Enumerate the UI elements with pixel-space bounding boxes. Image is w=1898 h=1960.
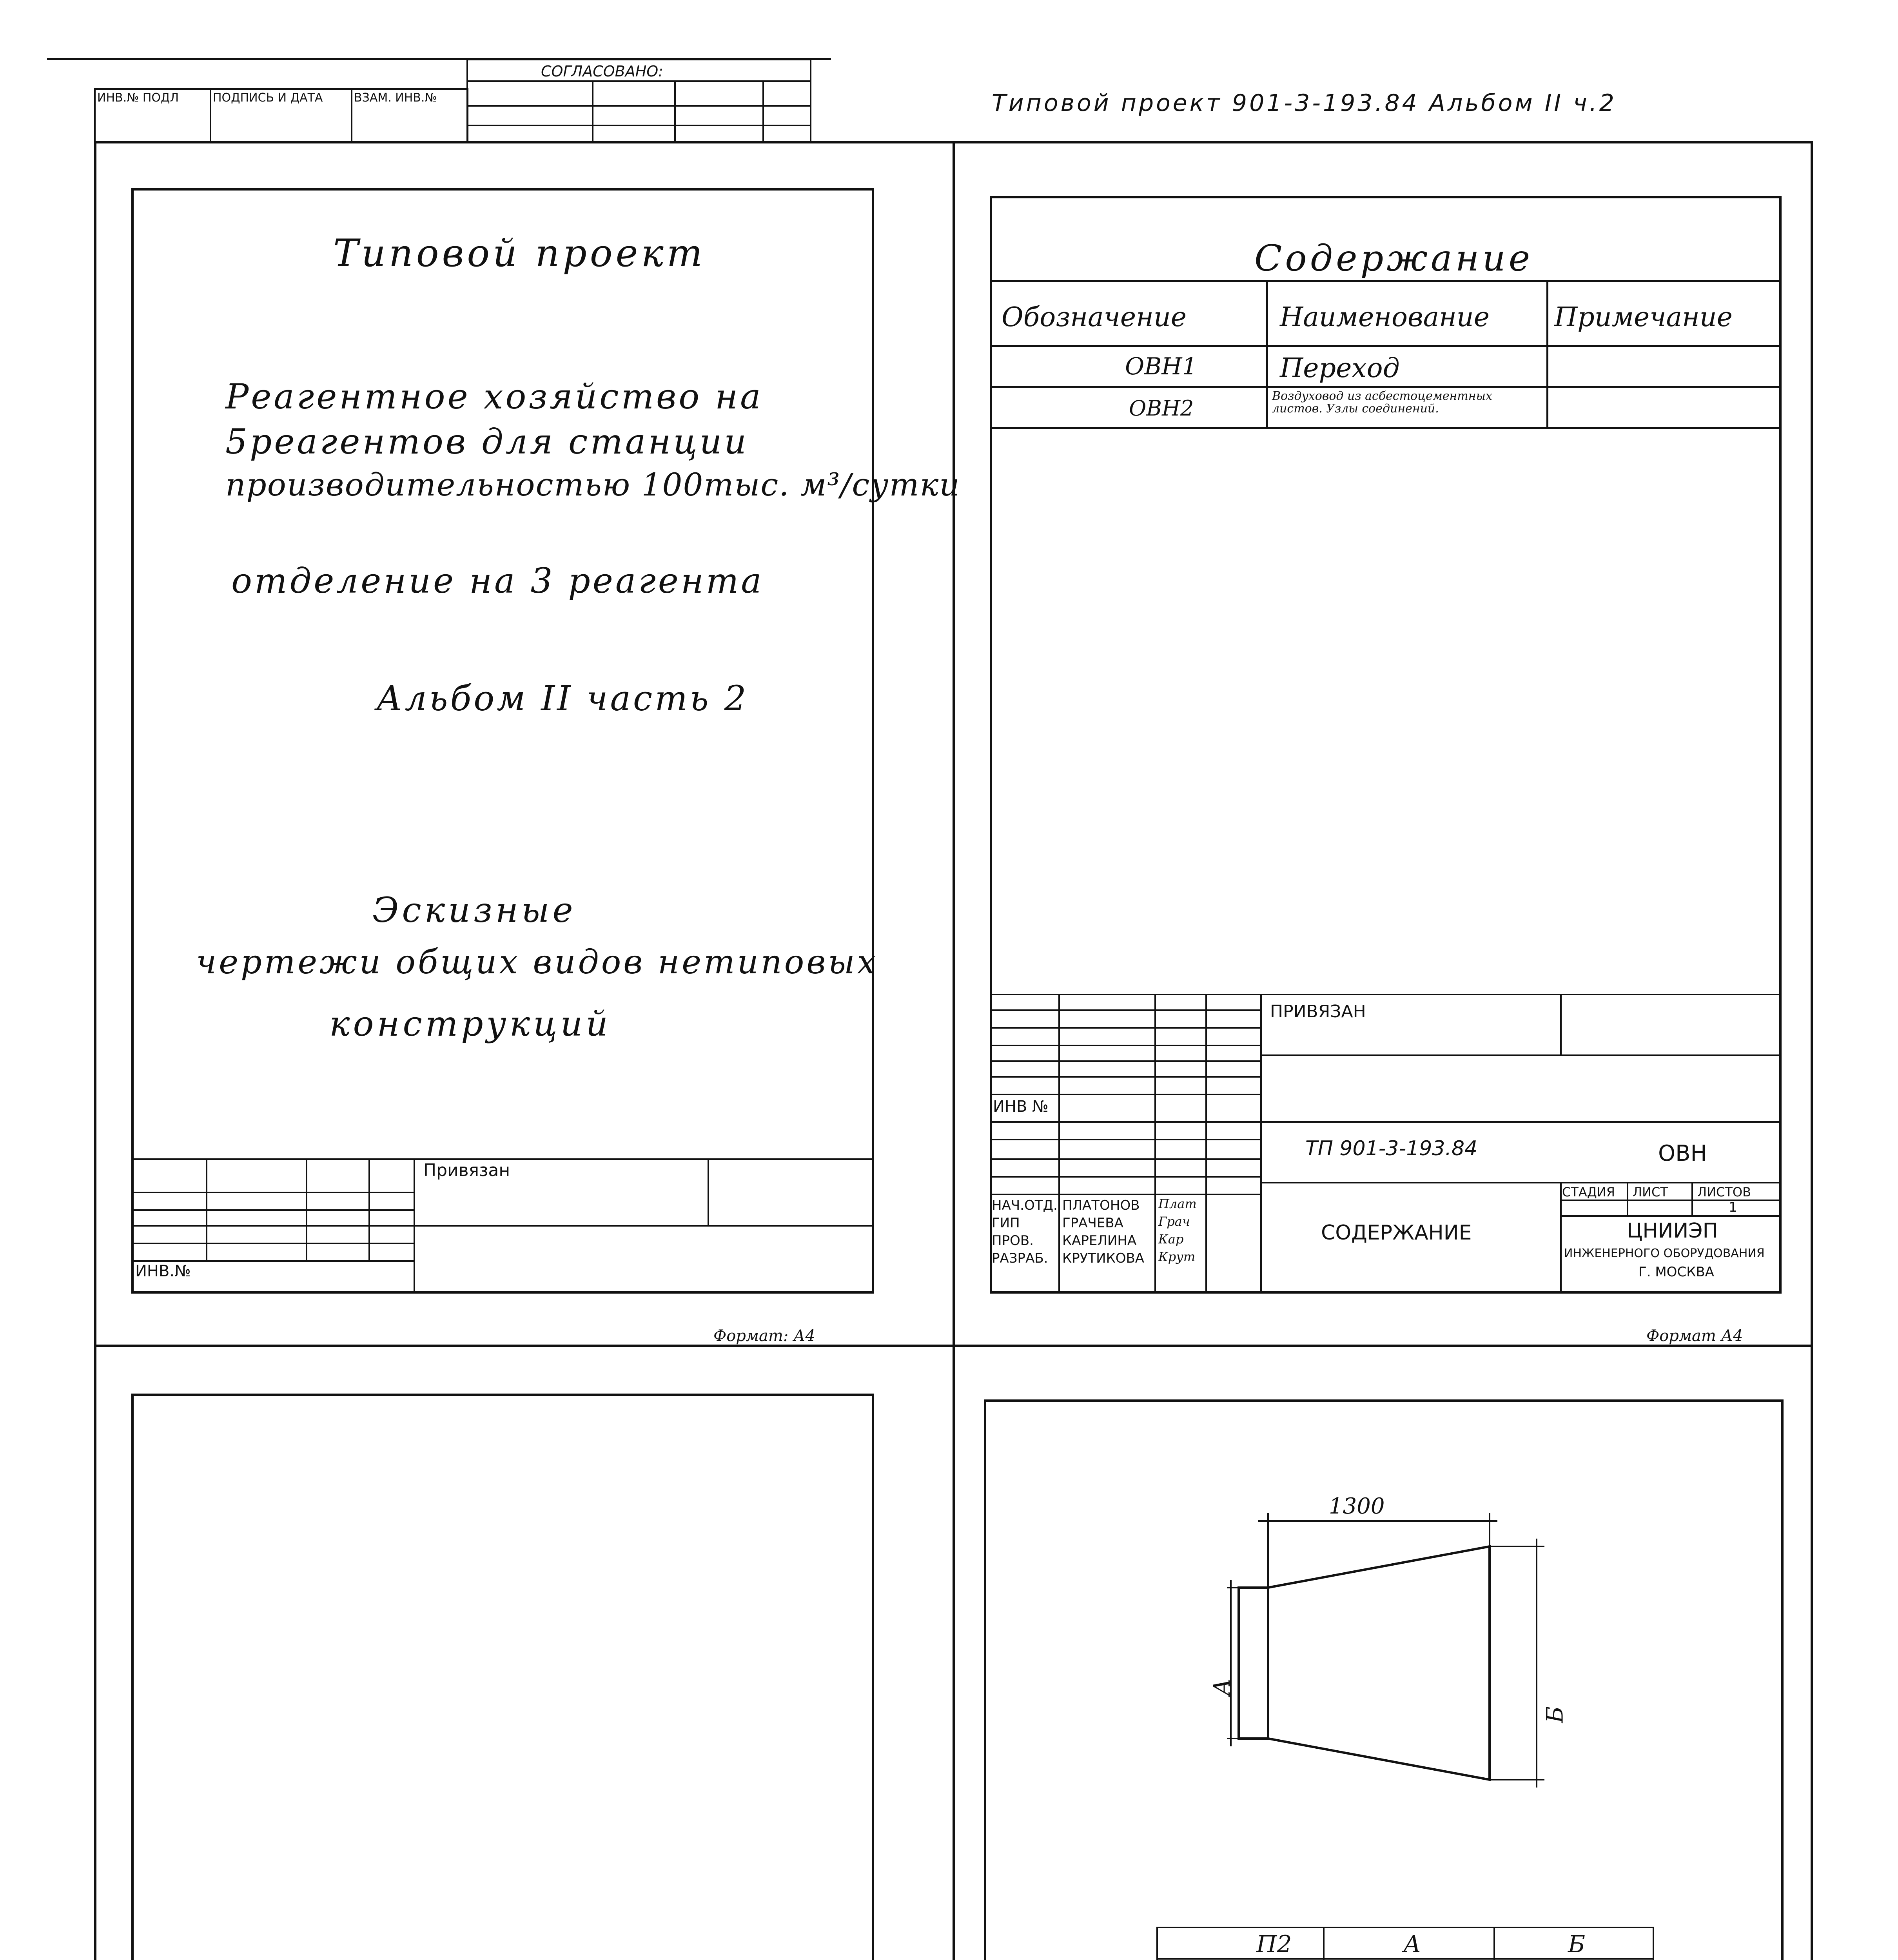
contents-sheet-name: СОДЕРЖАНИЕ xyxy=(1321,1221,1472,1245)
cover-desc-3: производительностью 100тыс. м³/сутки xyxy=(225,466,960,503)
cover-format: Формат: А4 xyxy=(713,1327,815,1345)
contents-sheet-label: ЛИСТ xyxy=(1633,1185,1668,1200)
cover-album: Альбом II часть 2 xyxy=(376,678,749,719)
project-title: Типовой проект 901-3-193.84 Альбом II ч.2 xyxy=(992,89,1617,117)
dim-right: Б xyxy=(1541,1706,1568,1723)
contents-staff-name-2: ГРАЧЕВА xyxy=(1062,1215,1123,1231)
contents-staff-sign-1: Плат xyxy=(1158,1196,1197,1211)
contents-attached: ПРИВЯЗАН xyxy=(1270,1002,1366,1022)
cover-title: Типовой проект xyxy=(333,231,706,275)
contents-staff-role-3: ПРОВ. xyxy=(992,1233,1034,1249)
contents-format: Формат А4 xyxy=(1646,1327,1743,1345)
dimension-lines xyxy=(1227,1513,1544,1788)
stamp-col-sign: ПОДПИСЬ И ДАТА xyxy=(213,91,323,105)
contents-col-name: Наименование xyxy=(1280,302,1490,333)
contents-staff-name-3: КАРЕЛИНА xyxy=(1062,1233,1137,1249)
cover-inv: ИНВ.№ xyxy=(135,1262,191,1280)
dim-left: А xyxy=(1208,1679,1235,1696)
contents-inv: ИНВ № xyxy=(993,1098,1049,1116)
contents-col-note: Примечание xyxy=(1554,302,1733,333)
contents-staff-name-1: ПЛАТОНОВ xyxy=(1062,1198,1140,1213)
contents-title: Содержание xyxy=(1254,237,1533,279)
stamp-col-replace: ВЗАМ. ИНВ.№ xyxy=(354,91,437,105)
contents-staff-sign-2: Грач xyxy=(1158,1214,1190,1229)
table-header-0: П2 xyxy=(1256,1931,1292,1958)
contents-row2-name: Воздуховод из асбестоцементных листов. Узлы соединений. xyxy=(1272,389,1492,416)
cover-desc-1: Реагентное хозяйство на xyxy=(225,376,763,417)
contents-row2-code: ОВН2 xyxy=(1129,396,1194,421)
inlet-flange xyxy=(1239,1588,1268,1739)
stamp-col-inv: ИНВ.№ ПОДЛ xyxy=(97,91,179,105)
approval-label: СОГЛАСОВАНО: xyxy=(541,63,663,80)
cover-sheet xyxy=(131,188,874,1294)
contents-staff-sign-4: Крут xyxy=(1158,1249,1196,1264)
contents-row1-code: ОВН1 xyxy=(1125,353,1197,380)
contents-sheets-value: 1 xyxy=(1729,1200,1737,1215)
contents-sheets-label: ЛИСТОВ xyxy=(1697,1185,1751,1200)
vertical-divider xyxy=(953,141,955,1960)
cover-section: отделение на 3 реагента xyxy=(231,561,764,601)
contents-stage-label: СТАДИЯ xyxy=(1562,1185,1615,1200)
table-header-1: А xyxy=(1403,1931,1421,1958)
table-header-2: Б xyxy=(1568,1931,1586,1958)
contents-org-full: ИНЖЕНЕРНОГО ОБОРУДОВАНИЯ xyxy=(1564,1247,1765,1260)
cover-sketch-3: конструкций xyxy=(329,1004,611,1044)
contents-org-name: ЦНИИЭП xyxy=(1627,1219,1718,1243)
contents-doc-code: ТП 901-3-193.84 xyxy=(1305,1137,1478,1160)
contents-staff-role-2: ГИП xyxy=(992,1215,1020,1231)
cover-attached: Привязан xyxy=(423,1160,510,1180)
cover-desc-2: 5реагентов для станции xyxy=(225,421,749,462)
contents-staff-name-4: КРУТИКОВА xyxy=(1062,1250,1145,1266)
contents-row1-name: Переход xyxy=(1280,353,1400,384)
transition-body xyxy=(1268,1546,1490,1780)
contents-org-city: Г. МОСКВА xyxy=(1639,1264,1714,1280)
transition-drawing xyxy=(984,1399,1784,1850)
blank-sheet xyxy=(131,1394,874,1960)
transition-shape xyxy=(1239,1546,1490,1780)
cover-sketch-1: Эскизные xyxy=(372,890,576,930)
contents-col-code: Обозначение xyxy=(1002,302,1187,333)
horizontal-divider xyxy=(94,1345,1813,1347)
contents-mark: ОВН xyxy=(1658,1141,1707,1166)
dim-top: 1300 xyxy=(1329,1494,1385,1519)
cover-sketch-2: чертежи общих видов нетиповых xyxy=(196,943,878,981)
contents-staff-role-1: НАЧ.ОТД. xyxy=(992,1198,1058,1213)
contents-staff-sign-3: Кар xyxy=(1158,1232,1184,1247)
contents-staff-role-4: РАЗРАБ. xyxy=(992,1250,1048,1266)
